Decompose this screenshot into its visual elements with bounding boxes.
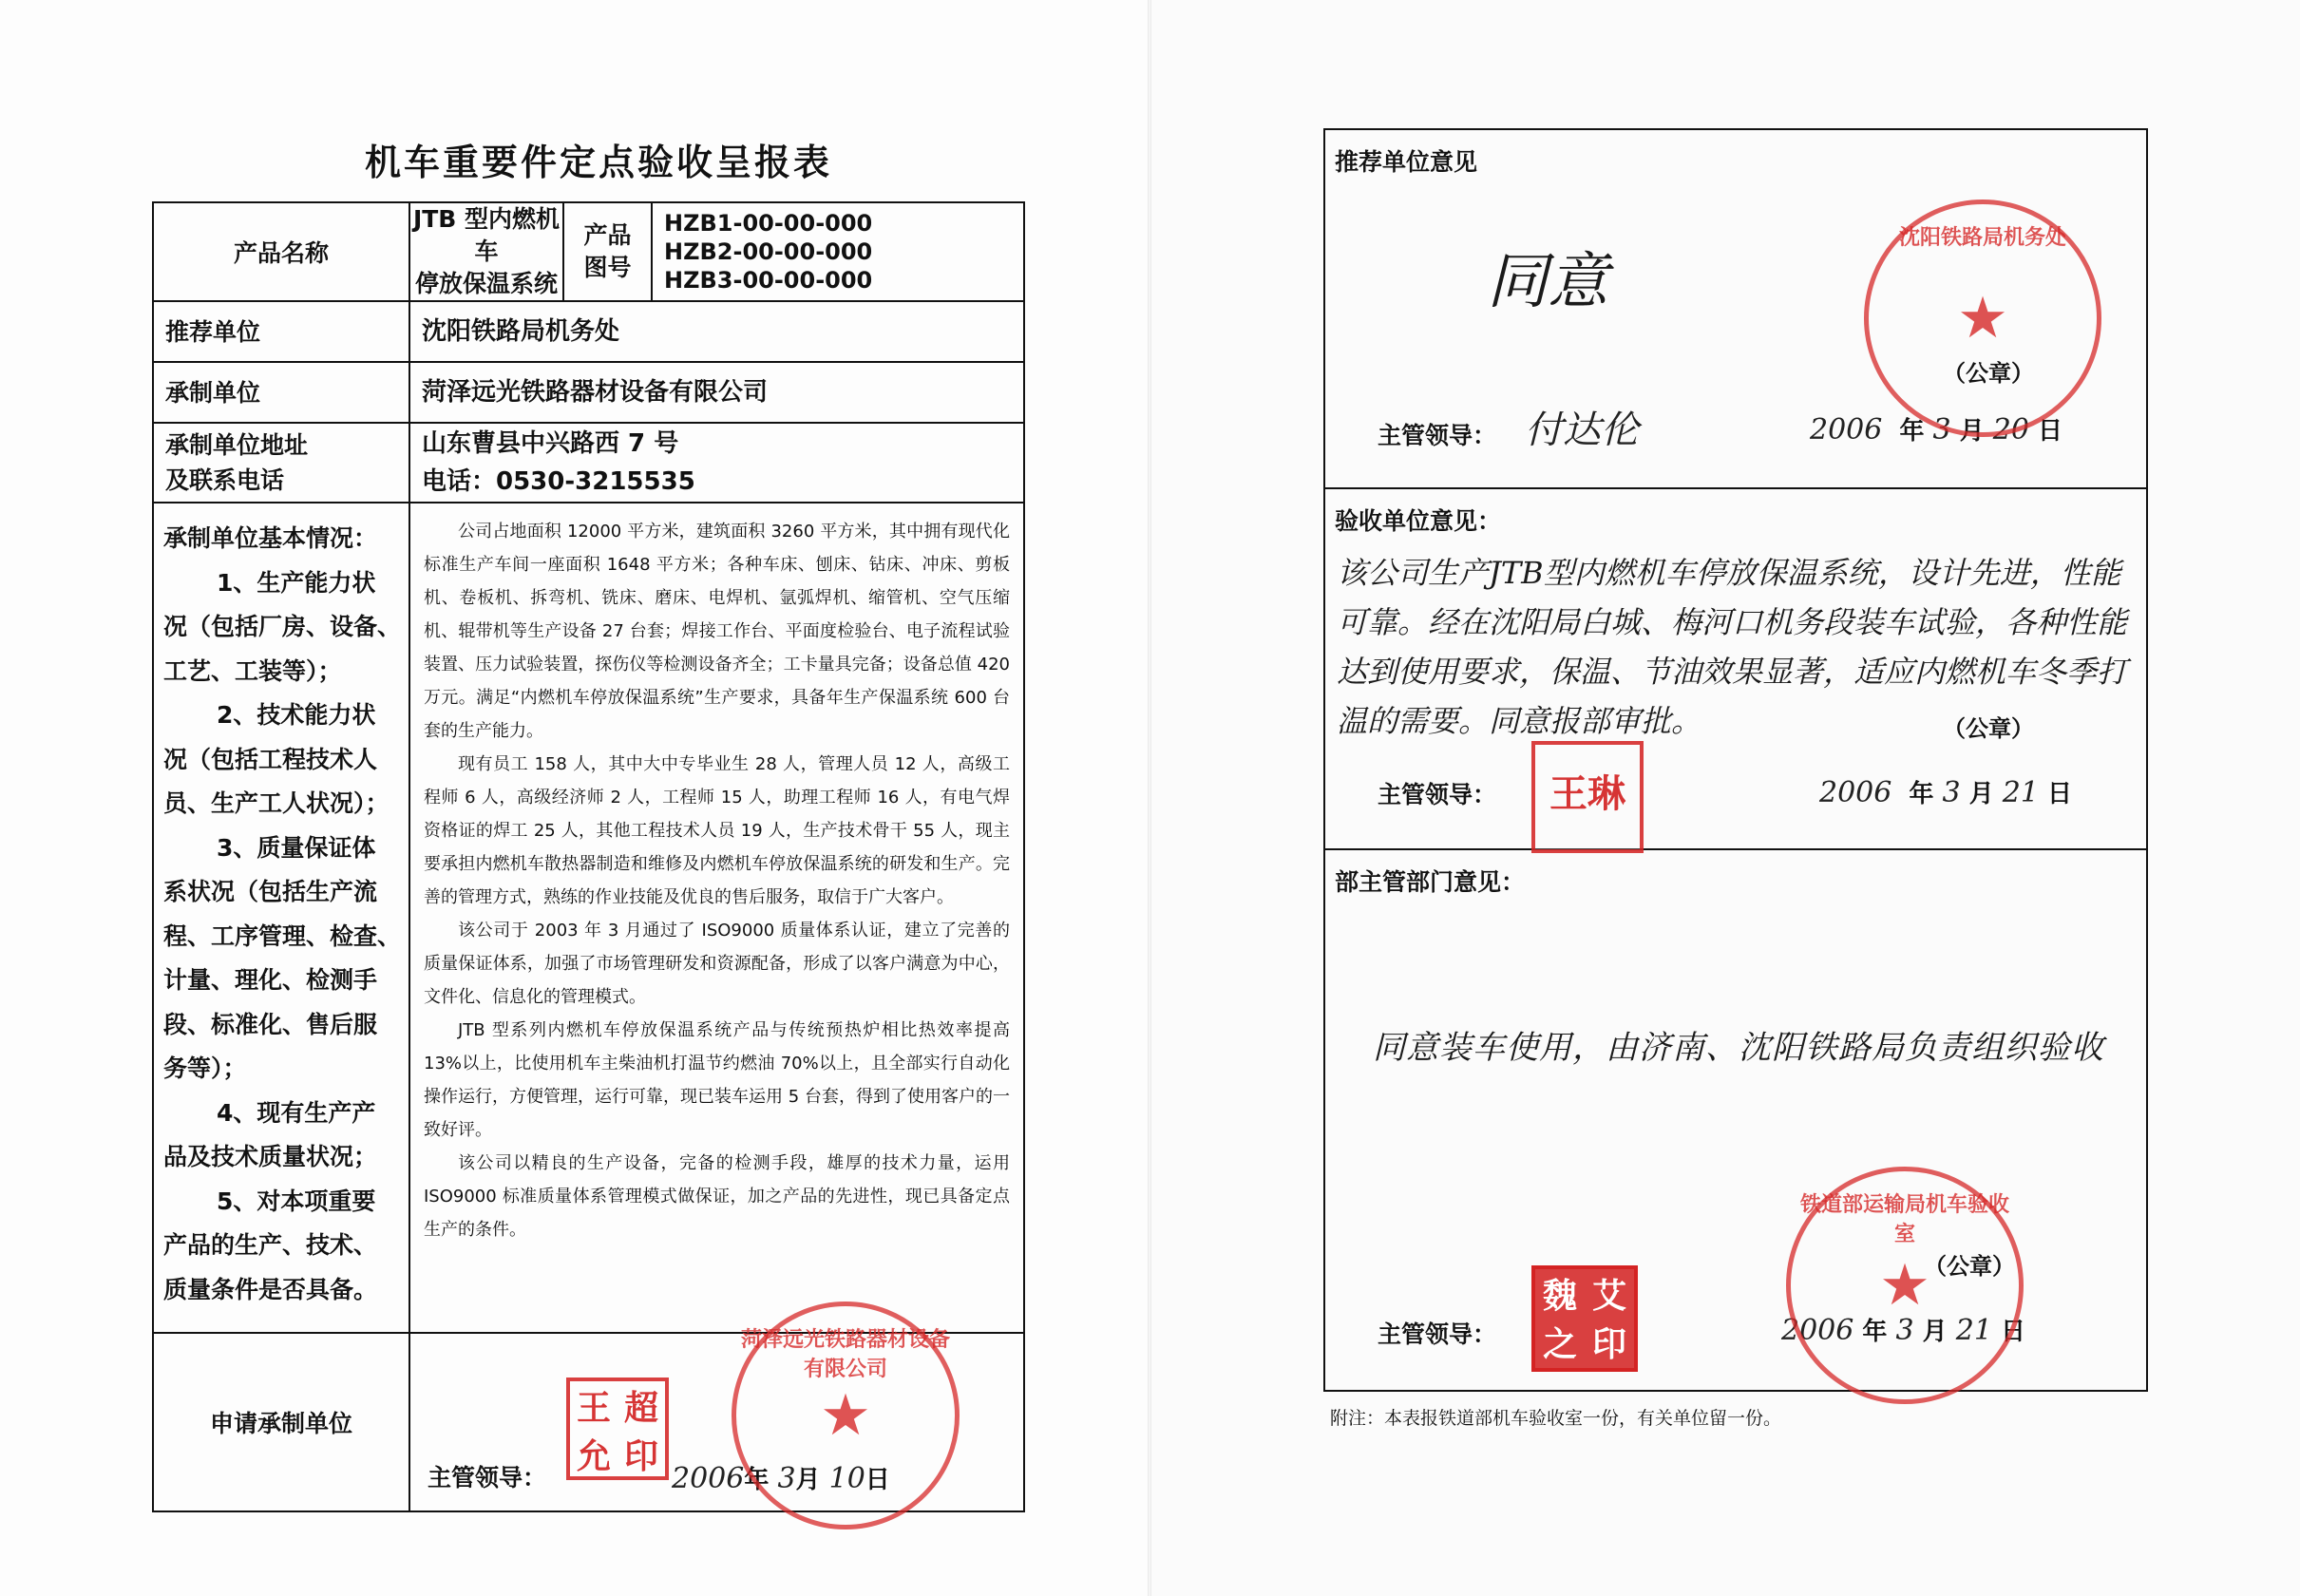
- document-title: 机车重要件定点验收呈报表: [364, 142, 832, 183]
- contractor-value: 菏泽远光铁路器材设备有限公司: [409, 362, 1024, 423]
- applicant-label: 申请承制单位: [153, 1333, 409, 1511]
- applicant-date: 2006年 3月 10日: [672, 1462, 890, 1495]
- recommend-unit-value: 沈阳铁路局机务处: [409, 301, 1024, 362]
- department-seal: 铁道部运输局机车验收室 ★: [1786, 1167, 2024, 1404]
- department-gongzhang: （公章）: [1924, 1253, 2015, 1280]
- acceptance-person-seal: 王琳: [1531, 741, 1644, 853]
- recommend-unit-label: 推荐单位: [153, 301, 409, 362]
- recommend-opinion-title: 推荐单位意见: [1335, 148, 1478, 176]
- recommend-unit-row: [153, 301, 1024, 362]
- department-person-seal: 魏 艾 之 印: [1531, 1265, 1638, 1372]
- department-handwriting: 同意装车使用，由济南、沈阳铁路局负责组织验收: [1373, 1029, 2104, 1067]
- basic-info-text: [409, 503, 1024, 1333]
- recommend-leader-label: 主管领导：: [1378, 422, 1497, 449]
- address-row: [153, 423, 1024, 503]
- footnote: 附注：本表报铁道部机车验收室一份，有关单位留一份。: [1330, 1408, 1782, 1429]
- acceptance-gongzhang: （公章）: [1943, 715, 2034, 742]
- acceptance-leader-label: 主管领导：: [1378, 781, 1497, 808]
- acceptance-opinion-title: 验收单位意见：: [1335, 507, 1502, 535]
- address-label: 承制单位地址 及联系电话: [153, 423, 409, 503]
- applicant-leader-label: 主管领导：: [428, 1464, 547, 1492]
- recommend-handwriting: 同意: [1487, 247, 1608, 317]
- applicant-person-seal: 王 超 允 印: [566, 1378, 669, 1480]
- acceptance-date: 2006 年 3 月 21 日: [1819, 776, 2073, 809]
- recommend-unit-seal: 沈阳铁路局机务处 ★: [1864, 200, 2101, 437]
- department-opinion-row: [1324, 849, 2147, 1391]
- product-name-value: JTB 型内燃机车 停放保温系统: [409, 202, 563, 301]
- seal-star-icon: ★: [1957, 285, 2008, 352]
- department-leader-label: 主管领导：: [1378, 1320, 1497, 1348]
- basic-info-items: 承制单位基本情况： 1、生产能力状 况（包括厂房、设备、 工艺、工装等）； 2、技术能力状 况（包括工程技术人 员、生产工人状况）； 3、质量保证体 系状况（包括生产流 程、工序管理、检查、 计量、理化、检测手 段、标准化、售后服 务等）； 4、现有生产产 品及技术质量状况； 5、对本项重要 产品的生产、技术、 质量条件是否具备。: [153, 503, 409, 1333]
- product-drawing-label: 产品 图号: [563, 202, 652, 301]
- address-value: 山东曹县中兴路西 7 号 电话：0530-3215535: [409, 423, 1024, 503]
- page-fold: [1148, 0, 1151, 1596]
- product-name-label: 产品名称: [153, 202, 409, 301]
- contractor-label: 承制单位: [153, 362, 409, 423]
- acceptance-opinion-row: [1324, 488, 2147, 849]
- seal-star-icon: ★: [820, 1382, 871, 1449]
- seal-star-icon: ★: [1879, 1252, 1930, 1319]
- product-row: [153, 202, 1024, 301]
- applicant-company-seal: 菏泽远光铁路器材设备有限公司 ★: [732, 1302, 960, 1530]
- acceptance-handwriting: 该公司生产JTB型内燃机车停放保温系统，设计先进，性能可靠。经在沈阳局白城、梅河口机务段装车试验，各种性能达到使用要求，保温、节油效果显著，适应内燃机车冬季打温的需要。同意报部审批。: [1337, 555, 2128, 739]
- paragraph-capacity: 公司占地面积 12000 平方米，建筑面积 3260 平方米，其中拥有现代化标准生产车间一座面积 1648 平方米；各种车床、刨床、钻床、冲床、剪板机、卷板机、拆弯机、铣床、磨床、电焊机、氩弧焊机、缩管机、空气压缩机、辊带机等生产设备 27 台套；焊接工作台、平面度检验台、电子流程试验装置、压力试验装置，探伤仪等检测设备齐全；工卡量具完备；设备总值 420 万元。满足“内燃机车停放保温系统”生产要求，具备年生产保温系统 600 台套的生产能力。: [424, 522, 1010, 741]
- department-date: 2006 年 3 月 21 日: [1781, 1314, 2025, 1347]
- paragraph-conclusion: 该公司以精良的生产设备，完备的检测手段，雄厚的技术力量，运用 ISO9000 标准质量体系管理模式做保证，加之产品的先进性，现已具备定点生产的条件。: [424, 1153, 1010, 1240]
- recommend-gongzhang: （公章）: [1943, 360, 2034, 387]
- department-opinion-cell: [1324, 849, 2147, 1391]
- recommend-signature: 付达伦: [1525, 408, 1639, 452]
- basic-info-row: [153, 503, 1024, 1333]
- paragraph-staff: 现有员工 158 人，其中大中专毕业生 28 人，管理人员 12 人，高级工程师 6 人，高级经济师 2 人，工程师 15 人，助理工程师 16 人，有电气焊资格证的焊工 25 人，其他工程技术人员 19 人，生产技术骨干 55 人，现主要承担内燃机车散热器制造和维修及内燃机车停放保温系统的研发和生产。完善的管理方式，熟练的作业技能及优良的售后服务，取信于广大客户。: [424, 754, 1010, 907]
- acceptance-opinion-cell: [1324, 488, 2147, 849]
- paragraph-quality: 该公司于 2003 年 3 月通过了 ISO9000 质量体系认证，建立了完善的质量保证体系，加强了市场管理研发和资源配备，形成了以客户满意为中心，文件化、信息化的管理模式。: [424, 921, 1010, 1007]
- paragraph-product: JTB 型系列内燃机车停放保温系统产品与传统预热炉相比热效率提高 13%以上，比使用机车主柴油机打温节约燃油 70%以上，且全部实行自动化操作运行，方便管理，运行可靠，现已装车运用 5 台套，得到了使用客户的一致好评。: [424, 1020, 1010, 1140]
- drawing-numbers: HZB1-00-00-000 HZB2-00-00-000 HZB3-00-00-000: [652, 202, 1024, 301]
- recommend-date: 2006 年 3 月 20 日: [1810, 413, 2063, 446]
- contractor-row: [153, 362, 1024, 423]
- department-opinion-title: 部主管部门意见：: [1335, 868, 1526, 896]
